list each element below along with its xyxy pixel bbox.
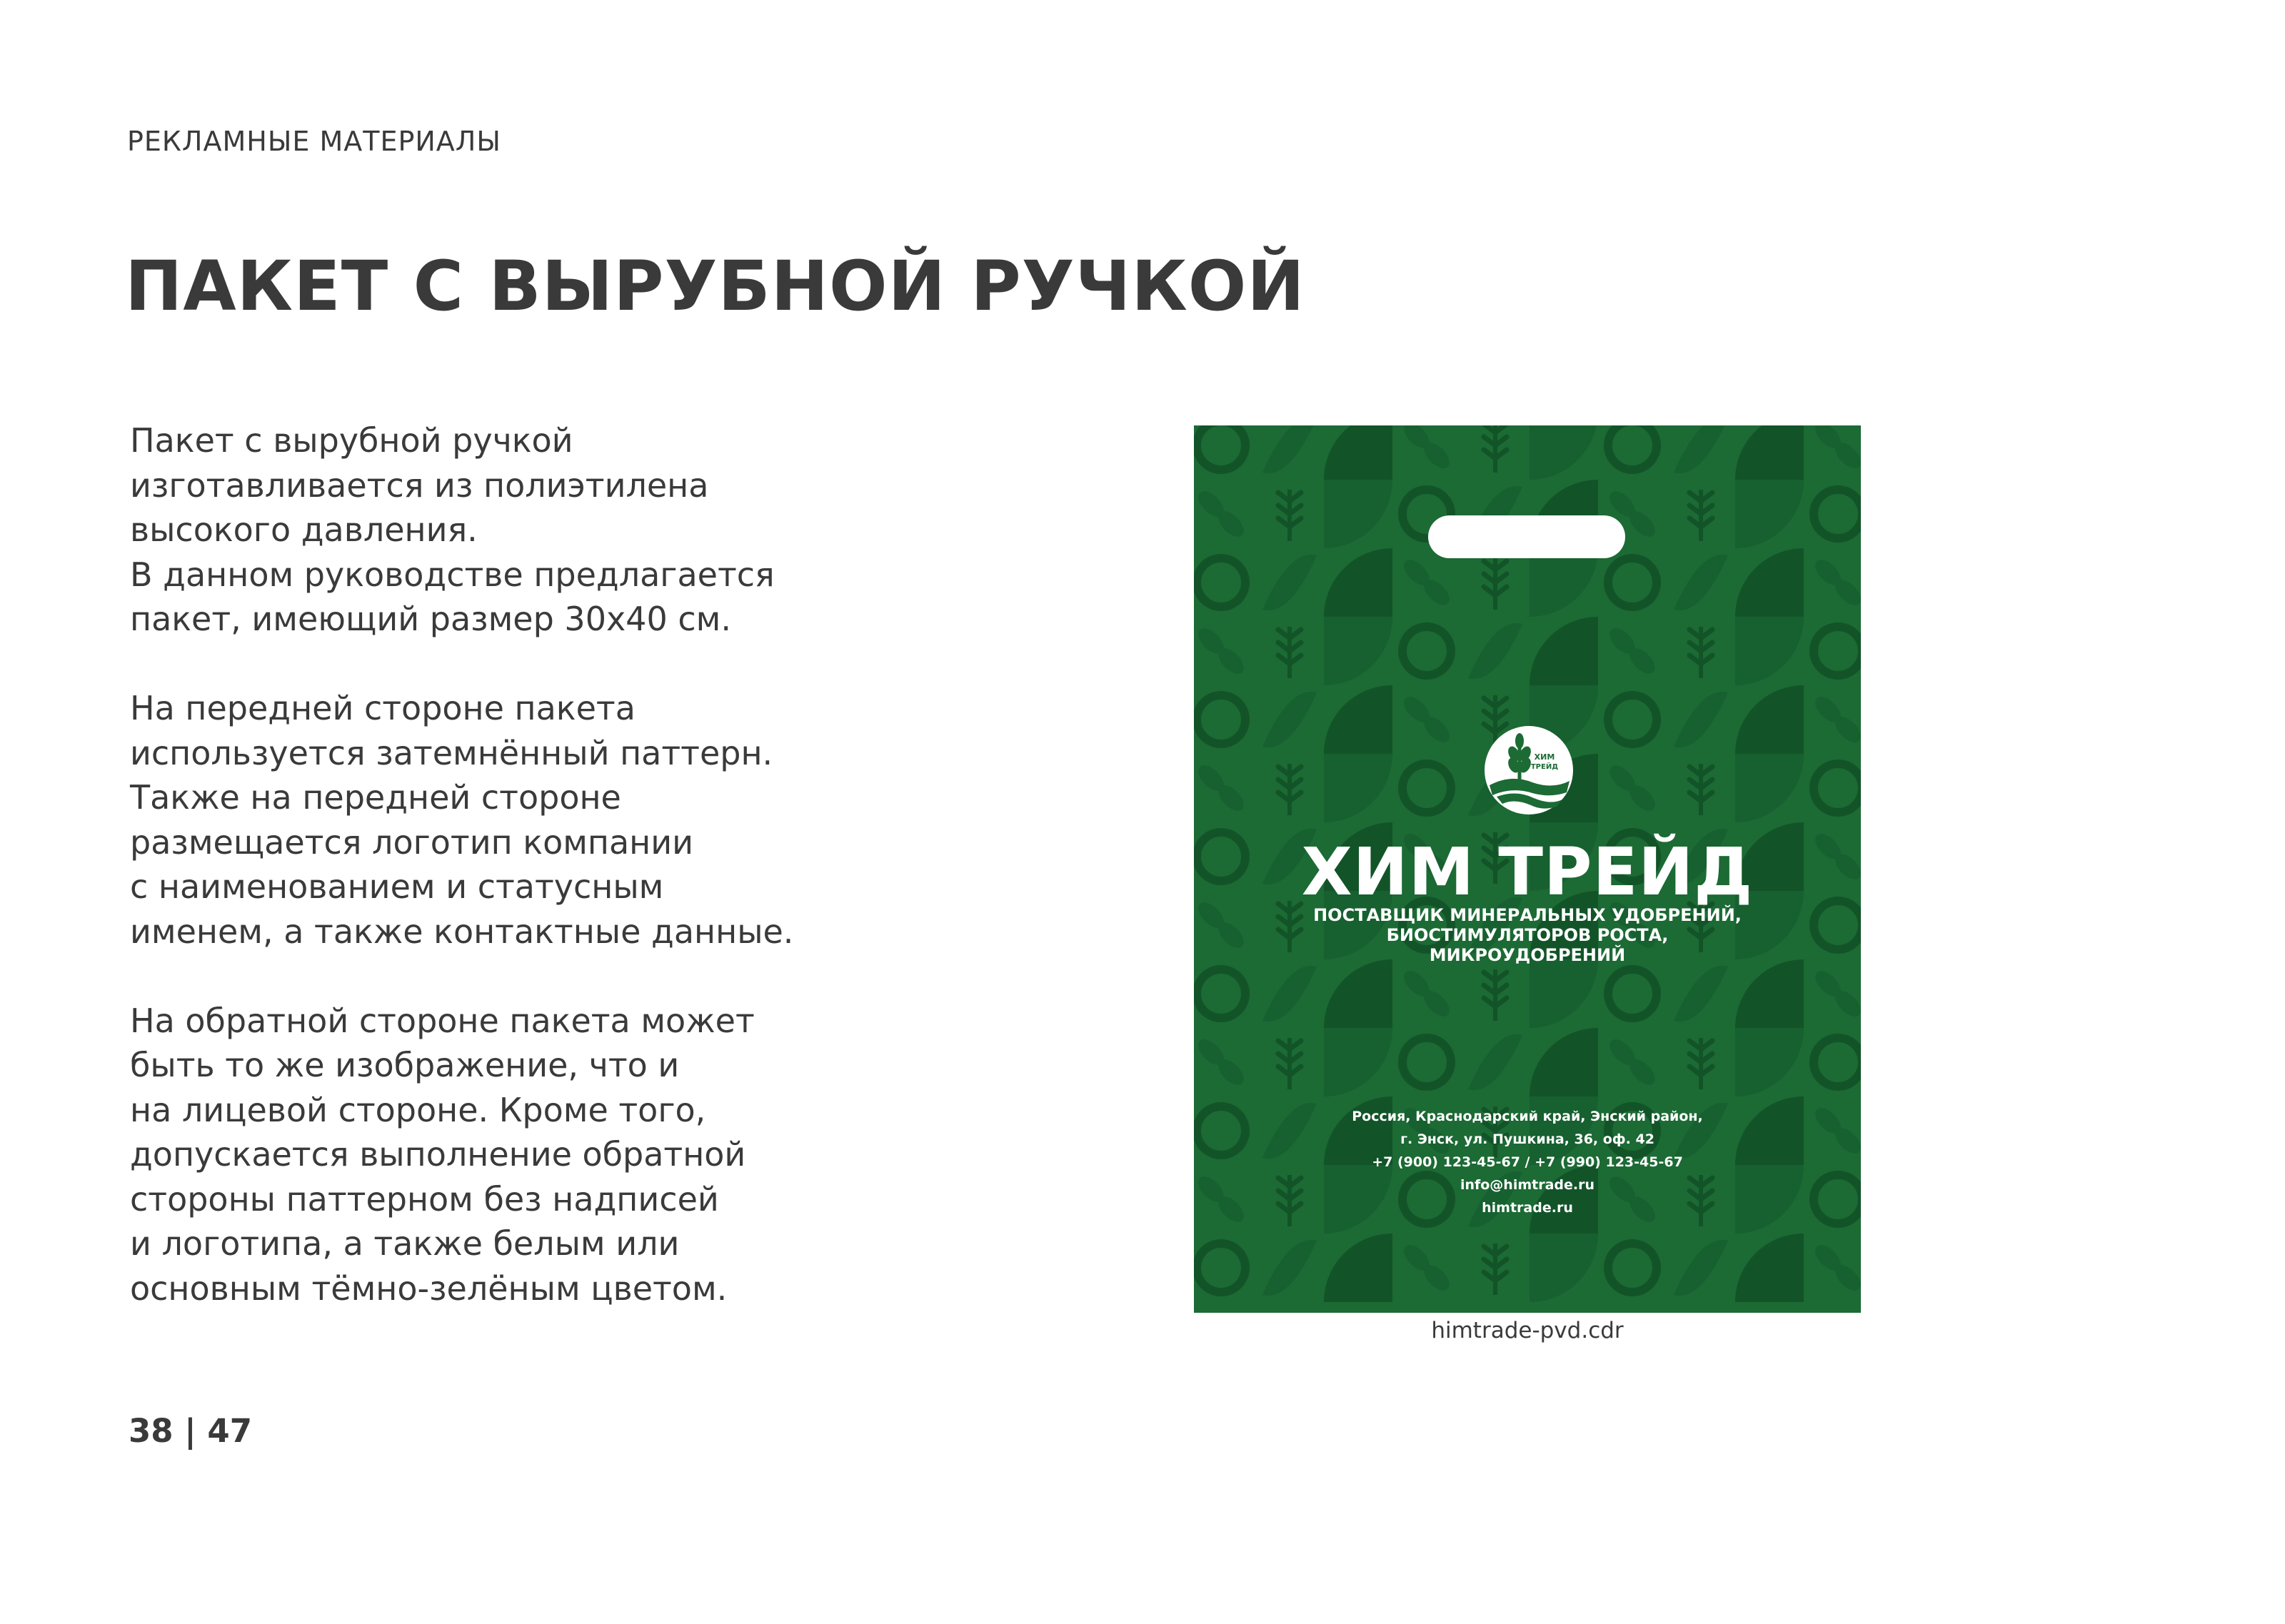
paragraph-material: Пакет с вырубной ручкой изготавливается из полиэтилена высокого давления. В данном руководстве предлагается пакет, имеющий размер 30х40 см. (130, 421, 775, 638)
brand-name: ХИМ ТРЕЙД (1301, 834, 1754, 910)
logo-text-line1: ХИМ (1534, 752, 1555, 762)
bag-handle-cutout (1428, 515, 1625, 558)
section-label: РЕКЛАМНЫЕ МАТЕРИАЛЫ (127, 126, 501, 157)
bag-mockup (1194, 425, 1861, 1313)
website-url: himtrade.ru (1482, 1200, 1573, 1216)
paragraph-back-side: На обратной стороне пакета может быть то же изображение, что и на лицевой стороне. Кроме того, допускается выполнение обратной стороны паттерном без надписей и логотипа, а также белым или основным тёмно-зелёным цветом. (130, 1001, 755, 1308)
paragraph-front-side: На передней стороне пакета используется затемнённый паттерн. Также на передней стороне размещается логотип компании с наименованием и статусным именем, а также контактные данные. (130, 689, 794, 951)
address-line-2: г. Энск, ул. Пушкина, 36, оф. 42 (1400, 1131, 1654, 1147)
description-text (130, 418, 858, 1356)
contact-block (1194, 1105, 1861, 1219)
phone-numbers: +7 (900) 123-45-67 / +7 (990) 123-45-67 (1372, 1154, 1683, 1170)
address-line-1: Россия, Краснодарский край, Энский район, (1352, 1109, 1703, 1124)
brand-tagline: ПОСТАВЩИК МИНЕРАЛЬНЫХ УДОБРЕНИЙ, БИОСТИМУЛЯТОРОВ РОСТА, МИКРОУДОБРЕНИЙ (1313, 905, 1742, 965)
logo-text-line2: ТРЕЙД (1530, 763, 1559, 771)
page-number: 38 | 47 (129, 1412, 253, 1450)
company-logo-emblem-icon (1482, 724, 1575, 817)
file-name-caption: himtrade-pvd.cdr (1431, 1318, 1624, 1343)
page-title: ПАКЕТ С ВЫРУБНОЙ РУЧКОЙ (125, 246, 1305, 326)
email-address: info@himtrade.ru (1460, 1177, 1595, 1193)
